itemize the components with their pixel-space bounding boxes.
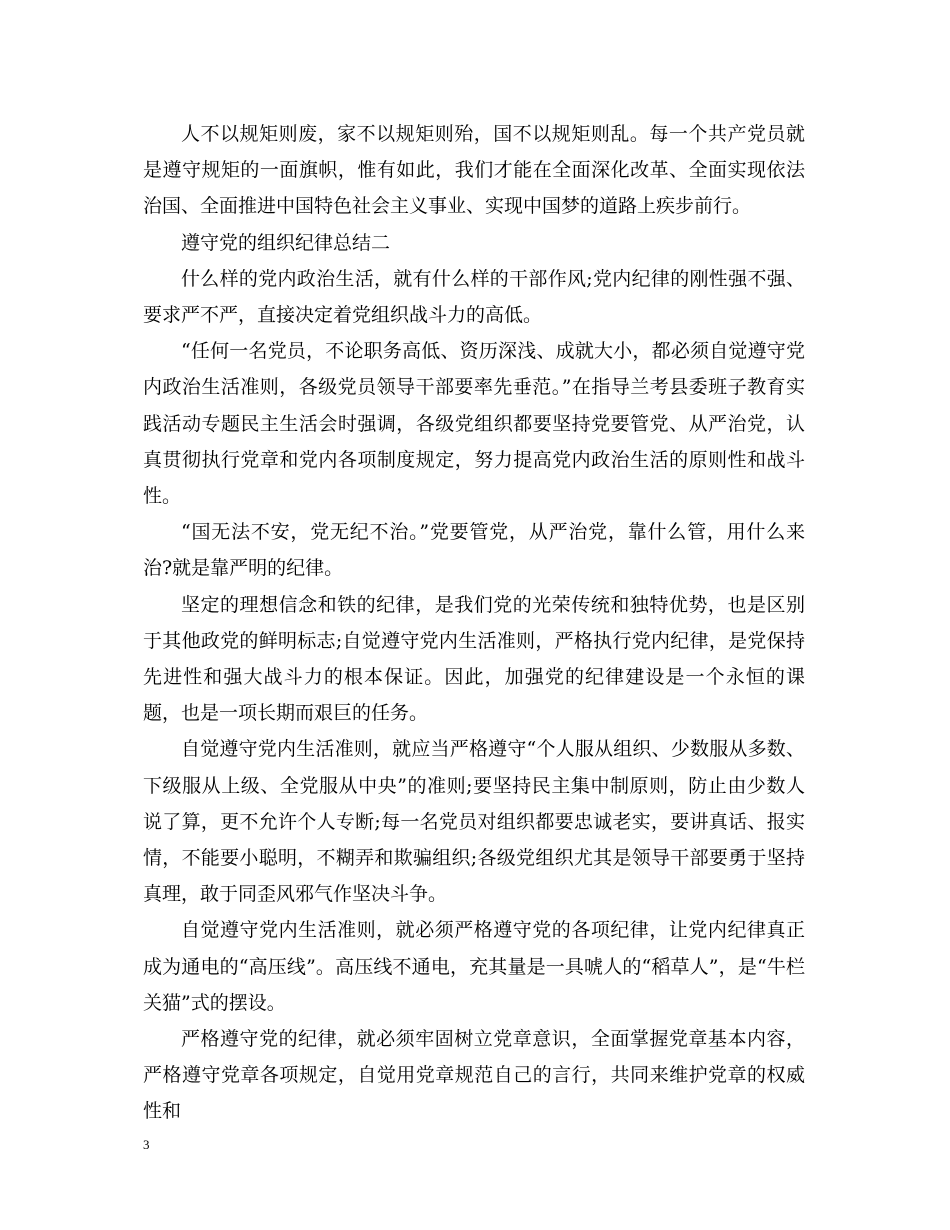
paragraph: 严格遵守党的纪律，就必须牢固树立党章意识，全面掌握党章基本内容，严格遵守党章各项规定，自觉用党章规范自己的言行，共同来维护党章的权威性和 [143,1028,805,1123]
page-number: 3 [143,1137,150,1152]
paragraph: 自觉遵守党内生活准则，就应当严格遵守“个人服从组织、少数服从多数、下级服从上级、全党服从中央”的准则;要坚持民主集中制原则，防止由少数人说了算，更不允许个人专断;每一名党员对组织都要忠诚老实，要讲真话、报实情，不能要小聪明，不糊弄和欺骗组织;各级党组织尤其是领导干部要勇于坚持真理，敢于同歪风邪气作坚决斗争。 [143,738,805,906]
paragraph: 自觉遵守党内生活准则，就必须严格遵守党的各项纪律，让党内纪律真正成为通电的“高压线”。高压线不通电，充其量是一具唬人的“稻草人”，是“牛栏关猫”式的摆设。 [143,919,805,1014]
paragraph: 坚定的理想信念和铁的纪律，是我们党的光荣传统和独特优势，也是区别于其他政党的鲜明标志;自觉遵守党内生活准则，严格执行党内纪律，是党保持先进性和强大战斗力的根本保证。因此，加强党的纪律建设是一个永恒的课题，也是一项长期而艰巨的任务。 [143,593,805,725]
document-body [143,116,805,1130]
paragraph: “任何一名党员，不论职务高低、资历深浅、成就大小，都必须自觉遵守党内政治生活准则，各级党员领导干部要率先垂范。”在指导兰考县委班子教育实践活动专题民主生活会时强调，各级党组织都要坚持党要管党、从严治党，认真贯彻执行党章和党内各项制度规定，努力提高党内政治生活的原则性和战斗性。 [143,340,805,508]
paragraph: 人不以规矩则废，家不以规矩则殆，国不以规矩则乱。每一个共产党员就是遵守规矩的一面旗帜，惟有如此，我们才能在全面深化改革、全面实现依法治国、全面推进中国特色社会主义事业、实现中国梦的道路上疾步前行。 [143,123,805,218]
paragraph: 什么样的党内政治生活，就有什么样的干部作风;党内纪律的刚性强不强、要求严不严，直接决定着党组织战斗力的高低。 [143,267,805,327]
paragraph: “国无法不安，党无纪不治。”党要管党，从严治党，靠什么管，用什么来治?就是靠严明的纪律。 [143,521,805,580]
section-heading: 遵守党的组织纪律总结二 [181,231,391,254]
